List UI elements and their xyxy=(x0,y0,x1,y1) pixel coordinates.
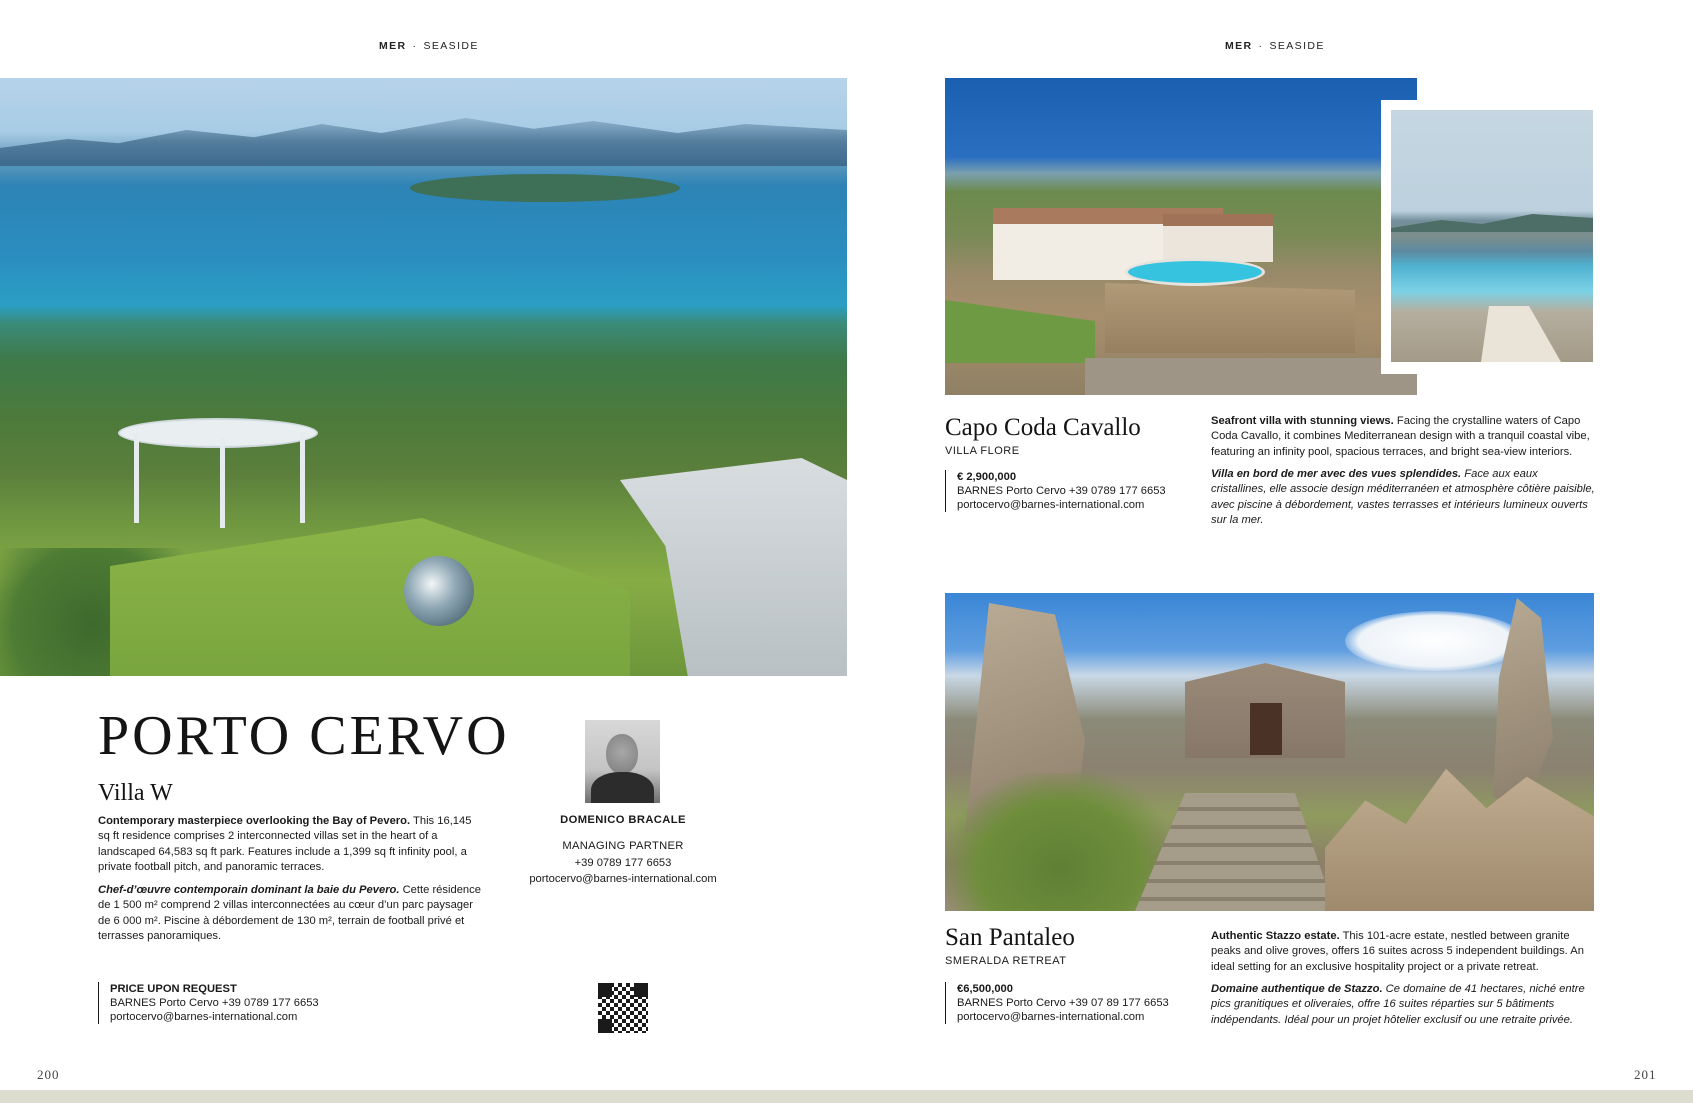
agency-email-link[interactable]: portocervo@barnes-international.com xyxy=(957,1011,1145,1023)
contact-block-san-pantaleo xyxy=(945,982,1169,1024)
price-label: €6,500,000 xyxy=(957,983,1013,995)
agency-phone: BARNES Porto Cervo +39 07 89 177 6653 xyxy=(957,997,1169,1009)
description-en-san-pantaleo xyxy=(1211,929,1596,975)
price-label: PRICE UPON REQUEST xyxy=(110,983,237,995)
footer-band xyxy=(0,1090,1693,1103)
description-body: This 101-acre estate, nestled between granite peaks and olive groves, offers 16 suites across 5 independent buildings. An ideal setting for an exclusive hospitality project or a private retreat. xyxy=(1211,930,1584,973)
price-label: € 2,900,000 xyxy=(957,471,1017,483)
agency-email-link[interactable]: portocervo@barnes-international.com xyxy=(110,1011,298,1023)
description-en-porto-cervo xyxy=(98,814,483,876)
description-body: Cette résidence de 1 500 m² comprend 2 villas interconnectées au cœur d’un parc paysager de 6 000 m². Piscine à débordement de 130 m², terrain de football privé et terrasses panoramiques. xyxy=(98,884,481,943)
property-title-san-pantaleo: San Pantaleo xyxy=(945,924,1075,951)
description-body: Facing the crystalline waters of Capo Coda Cavallo, it combines Mediterranean design with a tranquil coastal vibe, featuring an infinity pool, spacious terraces, and bright sea-view interiors. xyxy=(1211,415,1590,458)
page-number-left: 200 xyxy=(37,1067,60,1082)
section-header-left: MER · SEASIDE xyxy=(379,40,479,52)
agent-name: DOMENICO BRACALE xyxy=(560,814,686,826)
description-en-capo xyxy=(1211,414,1596,460)
agent-role: MANAGING PARTNER xyxy=(562,840,684,852)
subtitle-villa-w: Villa W xyxy=(98,780,173,806)
section-sublabel: SEASIDE xyxy=(423,40,479,52)
agent-phone: +39 0789 177 6653 xyxy=(574,857,672,869)
description-lead: Villa en bord de mer avec des vues splendides. xyxy=(1211,468,1462,480)
contact-block-capo xyxy=(945,470,1166,512)
description-body: Face aux eaux cristallines, elle associe design méditerranéen et atmosphère côtière paisible, avec piscine à débordement, vastes terrasses et intérieurs lumineux ouverts sur la mer. xyxy=(1211,468,1595,527)
description-body: This 16,145 sq ft residence comprises 2 interconnected villas set in the heart of a landscaped 64,583 sq ft park. Features include a 1,399 sq ft infinity pool, a private football pitch, and panoramic terraces. xyxy=(98,815,472,874)
page-number-right: 201 xyxy=(1634,1067,1657,1082)
description-fr-porto-cervo xyxy=(98,883,483,945)
agent-email-link[interactable]: portocervo@barnes-international.com xyxy=(529,873,717,885)
description-lead: Seafront villa with stunning views. xyxy=(1211,415,1394,427)
contact-block-porto-cervo xyxy=(98,982,319,1024)
qr-code-icon[interactable] xyxy=(598,983,648,1033)
agency-phone: BARNES Porto Cervo +39 0789 177 6653 xyxy=(110,997,319,1009)
photo-san-pantaleo xyxy=(945,593,1594,911)
description-body: Ce domaine de 41 hectares, niché entre pics granitiques et oliveraies, offre 16 suites réparties sur 5 bâtiments indépendants. Idéal pour un projet hôtelier exclusif ou une retraite privée. xyxy=(1211,983,1585,1026)
hero-photo-porto-cervo xyxy=(0,78,847,676)
description-fr-san-pantaleo xyxy=(1211,982,1596,1028)
page-title-porto-cervo: PORTO CERVO xyxy=(98,705,510,767)
description-lead: Authentic Stazzo estate. xyxy=(1211,930,1340,942)
section-sublabel: SEASIDE xyxy=(1269,40,1325,52)
agency-email-link[interactable]: portocervo@barnes-international.com xyxy=(957,499,1145,511)
agency-phone: BARNES Porto Cervo +39 0789 177 6653 xyxy=(957,485,1166,497)
description-lead: Domaine authentique de Stazzo. xyxy=(1211,983,1383,995)
photo-capo-pool-view xyxy=(1391,110,1593,362)
section-label: MER xyxy=(379,40,407,52)
description-fr-capo xyxy=(1211,467,1596,529)
property-subtitle: VILLA FLORE xyxy=(945,445,1020,457)
property-title-capo-coda-cavallo: Capo Coda Cavallo xyxy=(945,414,1141,441)
description-lead: Chef-d’œuvre contemporain dominant la baie du Pevero. xyxy=(98,884,400,896)
agent-portrait xyxy=(585,720,660,803)
description-lead: Contemporary masterpiece overlooking the Bay of Pevero. xyxy=(98,815,411,827)
section-label: MER xyxy=(1225,40,1253,52)
section-header-right: MER · SEASIDE xyxy=(1225,40,1325,52)
photo-capo-coda-cavallo xyxy=(945,78,1417,395)
property-subtitle: SMERALDA RETREAT xyxy=(945,955,1067,967)
